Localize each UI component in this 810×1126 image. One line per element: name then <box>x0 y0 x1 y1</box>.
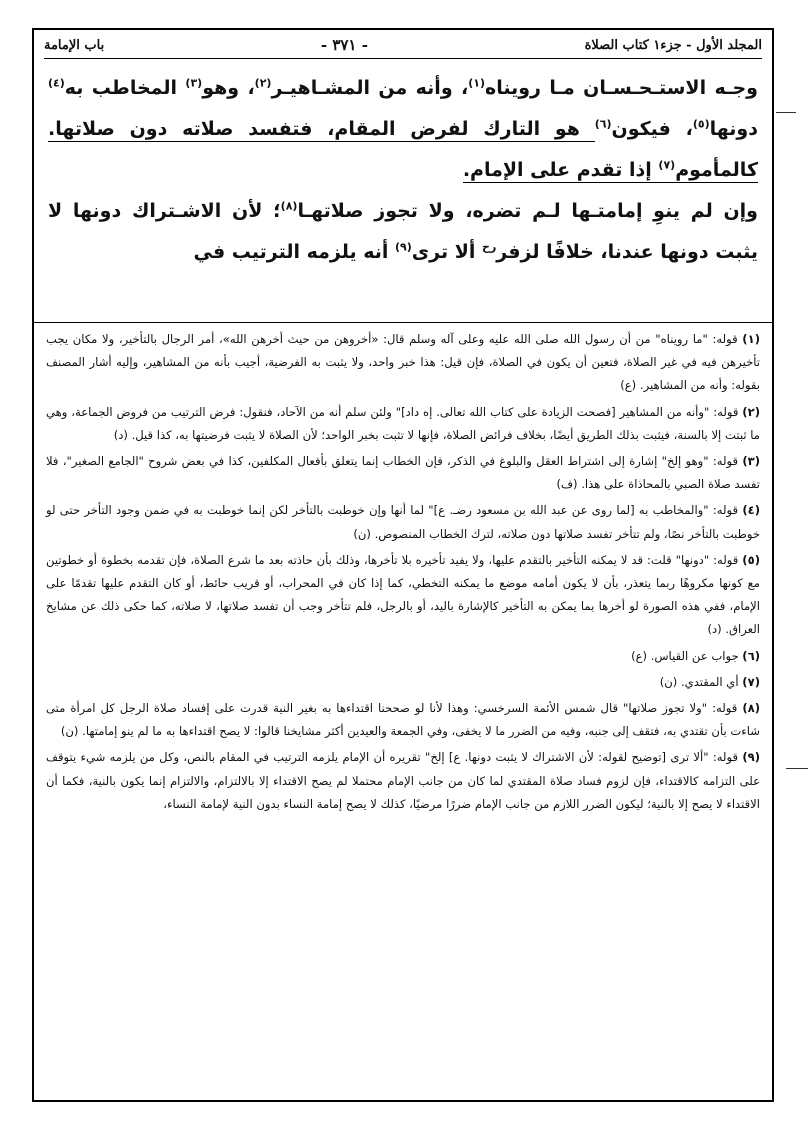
footnote-ref: (٥) <box>692 117 710 131</box>
footnote-ref: (٦) <box>594 117 612 131</box>
footnote <box>46 328 760 398</box>
text-run: أنه يلزمه الترتيب في <box>193 241 395 263</box>
footnote <box>46 697 760 743</box>
footnote-ref: (٨) <box>280 199 298 213</box>
footnote <box>46 746 760 816</box>
page-number: - ٣٧١ - <box>320 36 368 54</box>
footnote-text: قوله: "وهو إلخ" إشارة إلى اشتراط العقل والبلوغ في الذكر، فإن الخطاب إنما يتعلق بأفعال المكلفين، كذا في بعض شروح "الجامع الصغير"، فلا تفسد صلاة الصبي بالمحاذاة على هذا. (ف) <box>46 454 760 492</box>
footnote-number: (٧) <box>742 674 760 689</box>
footnote <box>46 549 760 642</box>
page-header <box>44 32 762 59</box>
main-text <box>48 68 758 320</box>
footnote-number: (٥) <box>742 552 760 567</box>
text-run: ألا ترى <box>411 241 483 263</box>
footnote-number: (٣) <box>742 454 761 469</box>
footnote-ref: (٩) <box>394 240 412 254</box>
text-run: ، وأنه من المشـاهيـر <box>271 77 469 99</box>
footnote-text: قوله: "دونها" قلت: قد لا يمكنه التأخير بالتقدم عليها، ولا يفيد تأخيره بلا تأخرها، وذلك بأن حاذته بعد ما شرع الصلاة، فإن تقدمه بخطوة أو خطوتين مع كونها مكروهًا ربما يتعذر، بأن لا يكون أمامه موضع ما يمكنه التخطي، كما إذا كان في المحراب، أو قريب حائط، أو كان التقدم عليها تقدمًا على الإمام، ففي هذه الصورة لو أخرها بما يمكن به التأخير كالإشارة باليد، أو بالرجل، فلم تتأخر وجب أن تفسد صلاتها، لا صلاته، كما حكى ذلك عن مشايخ العراق. (د) <box>46 552 760 637</box>
footnote <box>46 401 760 447</box>
footnote-text: قوله: "وأنه من المشاهير [فصحت الزيادة على كتاب الله تعالى. إه داد]" ولئن سلم أنه من الآحاد، فنقول: فرض الترتيب من فروض الجماعة، وهي ما ثبتت إلا بالسنة، فيثبت بذلك الطريق أيضًا، بخلاف فرائض الصلاة، فإنها لا تثبت بخبر الواحد؛ لأن الصلاة لا يثبت فرضيتها به، كذا قيل. (د) <box>46 404 760 442</box>
text-run: ؛ لأن الاشـتراك دونها لا يثبت دونها عندنا، خلافًا لزفر <box>48 200 758 263</box>
footnote-ref: (٣) <box>185 76 203 90</box>
footnote-text: أي المقتدي. (ن) <box>659 674 739 689</box>
chapter-title: باب الإمامة <box>44 37 105 53</box>
footnote <box>46 671 760 694</box>
text-run: دونها <box>709 118 758 140</box>
honorific-sign: رح <box>482 240 497 254</box>
text-run: وجـه الاستـحـسـان مـا رويناه <box>485 77 758 99</box>
footnote-text: قوله: "ألا ترى [توضيح لقوله: لأن الاشتراك لا يثبت دونها. ع] إلخ" تقريره أن الإمام يلزمه الترتيب في المقام بالنص، وكل من يلزمه شيء يتوقف على التزامه كالاقتداء، فإن لزوم فساد صلاة المقتدي لما كان من جانب الإمام محتملا لم يصح الاقتداء إلا بالالتزام، والالتزام إنما يكون بالنية، فكما أن الاقتداء لا يصح إلا بالنية؛ ليكون الضرر اللازم من جانب الإمام ضررًا مرضيًا، كذلك لا يصح إمامة النساء بدون النية لإمامة النساء، <box>46 750 760 811</box>
footnote-number: (٨) <box>742 701 761 716</box>
footnote-text: قوله: "ولا تجوز صلاتها" قال شمس الأئمة السرخسي: وهذا لأنا لو صححنا اقتداءها به بغير النية قدرت على إفساد صلاة الرجل كل امرأة متى شاءت بأن تقتدي به، فتقف إلى جنبه، وفيه من الضرر ما لا يخفى، وفي الجمعة والعيدين أكثر مشايخنا قالوا: لا يصح اقتداءها به ما لم ينو إمامتها. (ن) <box>46 701 760 739</box>
main-paragraph-2 <box>48 191 758 273</box>
book-page <box>32 28 774 1102</box>
footnote-number: (٦) <box>742 648 760 663</box>
footnote-divider <box>34 322 772 323</box>
footnote-ref: (١) <box>468 76 485 90</box>
footnote-ref: (٢) <box>254 76 272 90</box>
scan-mark <box>786 768 808 769</box>
footnote <box>46 450 760 496</box>
footnote-text: قوله: "والمخاطب به [لما روى عن عبد الله بن مسعود رضـ. ع]" لما أنها وإن خوطبت بالتأخر لكن إنما خوطبت به في ضمن وجود التأخر حتى لو خوطبت بالتأخر نصًا، ولم تتأخر تفسد صلاتها دون صلاته، لترك الخطاب المنصوص. (ن) <box>46 503 760 541</box>
text-run: هو التارك لفرض المقام، فتفسد صلاته دون صلاتها. كالمأموم <box>48 118 758 181</box>
footnote <box>46 645 760 668</box>
footnote-ref: (٧) <box>658 158 676 172</box>
text-run: المخاطب به <box>64 77 178 99</box>
main-paragraph-1 <box>48 68 758 191</box>
text-run: إذا تقدم على الإمام. <box>462 159 659 181</box>
footnotes <box>46 328 760 1094</box>
scan-mark <box>776 112 796 113</box>
text-run: ، وهو <box>202 77 255 99</box>
text-run: ، فيكون <box>611 118 693 140</box>
text-run: وإن لم ينوِ إمامتـها لـم تضره، ولا تجوز صلاتهـا <box>297 200 758 222</box>
footnote-number: (٤) <box>742 503 761 518</box>
footnote-number: (١) <box>742 332 760 346</box>
footnote <box>46 499 760 545</box>
footnote-ref: (٤) <box>48 76 65 90</box>
footnote-number: (٩) <box>742 750 761 765</box>
footnote-number: (٢) <box>742 404 760 419</box>
footnote-text: قوله: "ما رويناه" من أن رسول الله صلى الله عليه وعلى آله وسلم قال: «أخروهن من حيث أخرهن الله»، أمر الرجال بالتأخير، ولا مكان يجب تأخيرهن فيه في غير الصلاة، فتعين أن يكون في الصلاة، فإن قيل: هذا خبر واحد، ولا يثبت به الفرضية، أجيب بأنه من المشاهير، وإليه أشار المصنف بقوله: وأنه من المشاهير. (ع) <box>46 332 760 393</box>
volume-book-title: المجلد الأول - جزء١ كتاب الصلاة <box>584 37 762 53</box>
footnote-text: جواب عن القياس. (ع) <box>631 648 739 663</box>
